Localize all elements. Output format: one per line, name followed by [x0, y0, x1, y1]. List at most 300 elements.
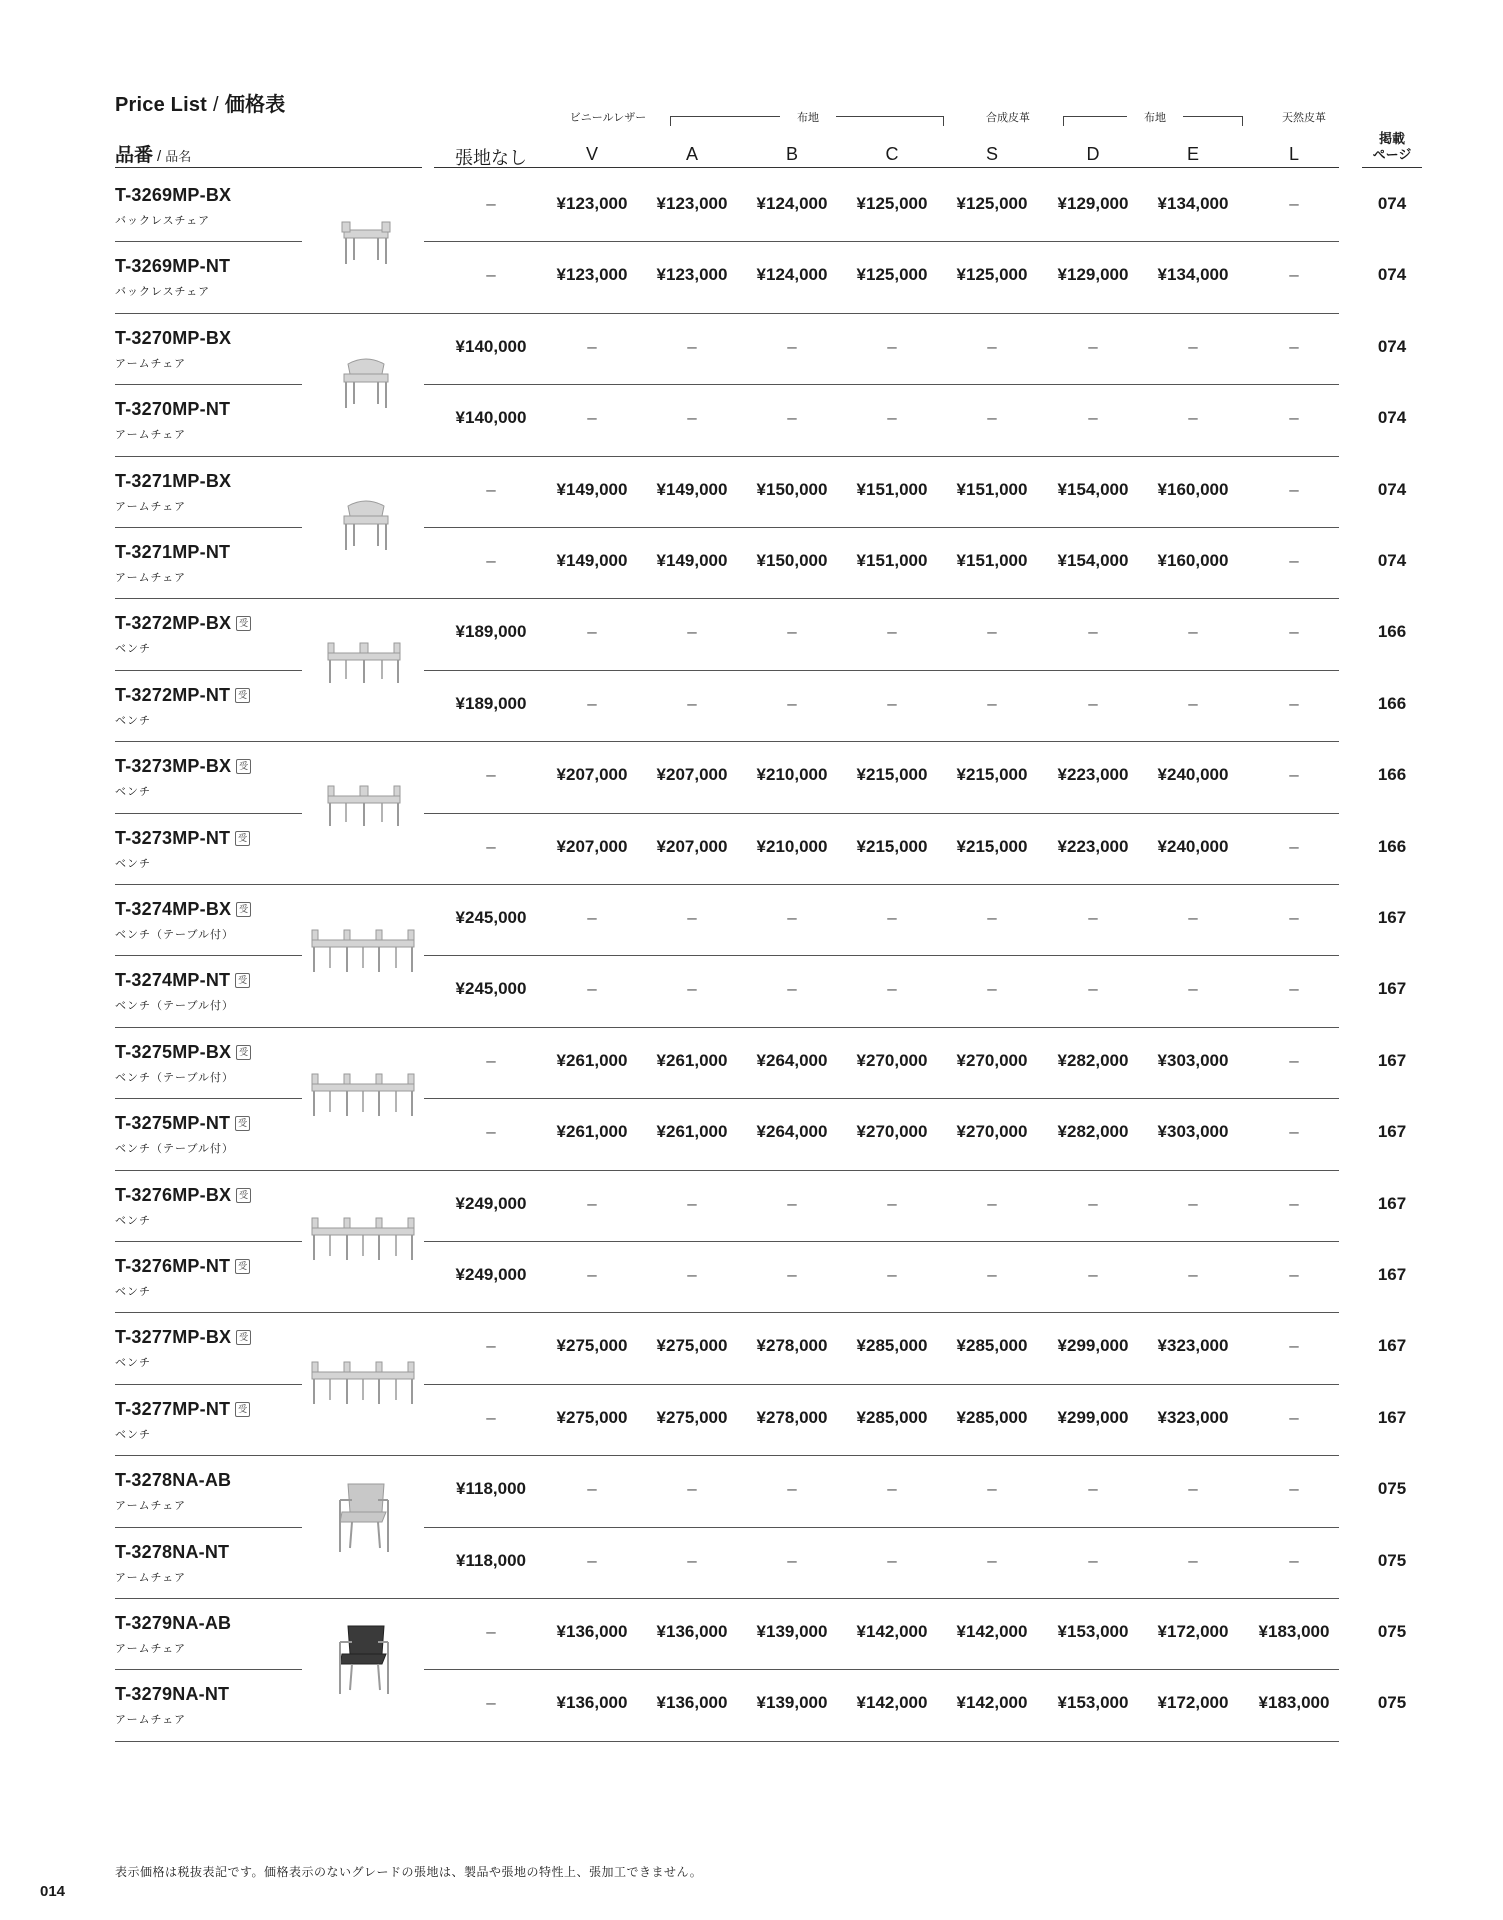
- price-cell: ¥172,000: [1157, 1622, 1229, 1641]
- price-cell: ¥275,000: [656, 1336, 728, 1356]
- price-cell: –: [587, 979, 597, 999]
- price-cell: ¥189,000: [455, 693, 527, 713]
- price-cell: –: [987, 979, 997, 999]
- page-ref: 075: [1377, 1550, 1407, 1570]
- price-cell: ¥215,000: [856, 836, 928, 856]
- price-cell: ¥125,000: [856, 265, 928, 285]
- price-cell: –: [787, 1193, 797, 1213]
- price-cell: –: [1289, 1050, 1299, 1070]
- group-divider: [115, 741, 1339, 742]
- price-cell: –: [1188, 622, 1198, 642]
- price-cell: –: [887, 1479, 897, 1499]
- price-cell: –: [1088, 979, 1098, 999]
- product-code: T-3276MP-BX 受: [115, 1185, 251, 1206]
- product-code: T-3276MP-NT 受: [115, 1256, 250, 1277]
- price-cell: –: [887, 622, 897, 642]
- price-cell: ¥172,000: [1157, 1693, 1229, 1713]
- group-label-fabric-1: 布地: [780, 109, 836, 125]
- price-cell: ¥125,000: [956, 265, 1028, 285]
- product-name: ベンチ（テーブル付）: [115, 1143, 235, 1156]
- row-divider: [115, 955, 302, 956]
- page-ref: 075: [1377, 1479, 1407, 1499]
- price-cell: ¥245,000: [455, 908, 527, 927]
- row-divider: [115, 384, 302, 385]
- product-image-stack-arm-chair-dark: [332, 1620, 396, 1701]
- price-cell: –: [486, 836, 496, 856]
- product-name: アームチェア: [115, 572, 187, 584]
- price-cell: –: [987, 693, 997, 713]
- row-divider: [424, 384, 1339, 385]
- product-name: アームチェア: [115, 1714, 187, 1727]
- product-name: ベンチ: [115, 1428, 151, 1441]
- product-code: T-3269MP-NT: [115, 256, 231, 277]
- price-cell: ¥261,000: [656, 1050, 728, 1070]
- product-name: アームチェア: [115, 1643, 187, 1655]
- price-cell: ¥149,000: [656, 479, 728, 499]
- price-cell: ¥149,000: [556, 479, 628, 499]
- price-cell: ¥215,000: [856, 765, 928, 785]
- group-divider: [115, 884, 1339, 885]
- column-header: S: [985, 144, 998, 164]
- price-cell: ¥151,000: [956, 479, 1028, 499]
- price-cell: –: [1188, 979, 1198, 999]
- price-cell: ¥136,000: [656, 1622, 728, 1641]
- price-cell: ¥303,000: [1157, 1050, 1229, 1070]
- price-cell: ¥136,000: [656, 1693, 728, 1713]
- price-cell: ¥129,000: [1057, 265, 1129, 285]
- page-ref-header: 掲載 ページ: [1372, 131, 1412, 162]
- product-code: T-3270MP-BX: [115, 327, 232, 348]
- price-cell: –: [1088, 1479, 1098, 1499]
- price-cell: –: [1088, 693, 1098, 713]
- price-cell: –: [1289, 551, 1299, 570]
- price-cell: ¥207,000: [656, 836, 728, 856]
- price-cell: –: [1289, 336, 1299, 356]
- page-ref: 074: [1377, 408, 1407, 428]
- price-cell: ¥154,000: [1057, 551, 1129, 570]
- product-code: T-3272MP-BX 受: [115, 613, 251, 634]
- price-cell: –: [987, 408, 997, 428]
- price-cell: –: [1289, 622, 1299, 642]
- price-cell: ¥285,000: [956, 1407, 1028, 1427]
- price-cell: –: [1289, 1122, 1299, 1142]
- page-ref: 167: [1377, 908, 1407, 927]
- price-cell: ¥285,000: [856, 1336, 928, 1356]
- row-divider: [424, 1527, 1339, 1528]
- row-divider: [424, 1669, 1339, 1670]
- column-header: A: [685, 144, 698, 164]
- price-cell: –: [1188, 1193, 1198, 1213]
- price-cell: –: [787, 336, 797, 356]
- product-code: T-3277MP-BX 受: [115, 1327, 251, 1348]
- price-cell: ¥151,000: [856, 551, 928, 570]
- price-cell: –: [587, 1193, 597, 1213]
- page-ref: 167: [1377, 1122, 1407, 1142]
- price-cell: –: [987, 908, 997, 927]
- price-cell: ¥207,000: [556, 765, 628, 785]
- price-cell: –: [1289, 1193, 1299, 1213]
- price-cell: –: [587, 693, 597, 713]
- row-divider: [424, 813, 1339, 814]
- group-label-vinyl: ビニールレザー: [555, 109, 661, 125]
- price-cell: –: [687, 1479, 697, 1499]
- price-cell: –: [787, 693, 797, 713]
- made-to-order-badge: 受: [236, 616, 251, 631]
- product-name: アームチェア: [115, 429, 187, 442]
- price-cell: ¥215,000: [956, 836, 1028, 856]
- product-name: ベンチ（テーブル付）: [115, 1071, 235, 1084]
- page-ref: 074: [1377, 194, 1407, 213]
- price-cell: ¥275,000: [556, 1407, 628, 1427]
- price-cell: –: [1289, 408, 1299, 428]
- group-divider: [115, 313, 1339, 314]
- price-cell: –: [887, 979, 897, 999]
- page-ref: 074: [1377, 336, 1407, 356]
- price-cell: ¥249,000: [455, 1265, 527, 1284]
- price-cell: ¥125,000: [856, 194, 928, 213]
- product-name: ベンチ（テーブル付）: [115, 929, 235, 941]
- price-cell: –: [687, 979, 697, 999]
- price-cell: ¥183,000: [1258, 1693, 1330, 1713]
- price-cell: ¥240,000: [1157, 765, 1229, 785]
- price-cell: –: [486, 1050, 496, 1070]
- header-rule-left: [115, 167, 422, 168]
- product-code: T-3275MP-BX 受: [115, 1042, 251, 1063]
- page-ref: 167: [1377, 1050, 1407, 1070]
- price-cell: ¥149,000: [656, 551, 728, 570]
- price-cell: ¥282,000: [1057, 1122, 1129, 1142]
- price-cell: ¥323,000: [1157, 1407, 1229, 1427]
- price-cell: –: [987, 1265, 997, 1284]
- column-header: D: [1086, 144, 1100, 164]
- price-cell: ¥129,000: [1057, 194, 1129, 213]
- row-divider: [424, 670, 1339, 671]
- row-divider: [424, 527, 1339, 528]
- row-divider: [115, 527, 302, 528]
- product-image-arm-chair: [336, 492, 396, 557]
- price-cell: ¥261,000: [556, 1122, 628, 1142]
- price-cell: –: [486, 765, 496, 785]
- column-header: V: [585, 144, 598, 164]
- product-name: ベンチ: [115, 1214, 151, 1227]
- price-cell: ¥245,000: [455, 979, 527, 999]
- row-divider: [424, 1098, 1339, 1099]
- column-header: 張地なし: [455, 148, 527, 168]
- product-code: T-3277MP-NT 受: [115, 1399, 250, 1420]
- footnote: 表示価格は税抜表記です。価格表示のないグレードの張地は、製品や張地の特性上、張加工できません。: [115, 1865, 703, 1879]
- product-image-stack-arm-chair-light: [332, 1478, 396, 1559]
- product-image-bench-2: [322, 778, 406, 833]
- price-cell: ¥299,000: [1057, 1407, 1129, 1427]
- row-divider: [424, 955, 1339, 956]
- price-cell: –: [1289, 908, 1299, 927]
- product-name: バックレスチェア: [115, 215, 211, 227]
- price-cell: –: [1088, 1193, 1098, 1213]
- product-code: T-3279NA-AB: [115, 1613, 232, 1633]
- product-code: T-3272MP-NT 受: [115, 685, 250, 706]
- price-cell: –: [1188, 1550, 1198, 1570]
- price-cell: –: [1188, 336, 1198, 356]
- price-cell: –: [1289, 693, 1299, 713]
- row-divider: [115, 813, 302, 814]
- product-code: T-3269MP-BX: [115, 185, 232, 205]
- price-cell: ¥261,000: [656, 1122, 728, 1142]
- group-divider: [115, 1741, 1339, 1742]
- price-cell: –: [486, 551, 496, 570]
- price-cell: –: [1088, 622, 1098, 642]
- price-cell: ¥189,000: [455, 622, 527, 642]
- row-divider: [115, 241, 302, 242]
- price-cell: ¥210,000: [756, 765, 828, 785]
- page-ref: 074: [1377, 265, 1407, 285]
- price-cell: ¥285,000: [856, 1407, 928, 1427]
- product-image-backless-chair: [336, 208, 396, 273]
- price-cell: ¥240,000: [1157, 836, 1229, 856]
- price-cell: –: [1188, 908, 1198, 927]
- price-cell: –: [1188, 693, 1198, 713]
- price-cell: –: [587, 408, 597, 428]
- price-cell: ¥183,000: [1258, 1622, 1330, 1641]
- price-cell: ¥270,000: [956, 1050, 1028, 1070]
- price-cell: –: [1289, 194, 1299, 213]
- price-cell: ¥142,000: [856, 1622, 928, 1641]
- price-cell: –: [787, 1550, 797, 1570]
- group-label-synthetic-leather: 合成皮革: [955, 109, 1061, 125]
- price-cell: ¥151,000: [956, 551, 1028, 570]
- header-rule-middle: [434, 167, 1339, 168]
- column-header: L: [1288, 144, 1299, 164]
- group-divider: [115, 1027, 1339, 1028]
- price-cell: ¥151,000: [856, 479, 928, 499]
- price-cell: –: [1289, 765, 1299, 785]
- made-to-order-badge: 受: [235, 973, 250, 988]
- product-code: T-3271MP-NT: [115, 542, 231, 562]
- price-cell: ¥210,000: [756, 836, 828, 856]
- product-code: T-3270MP-NT: [115, 399, 231, 420]
- price-cell: –: [687, 622, 697, 642]
- price-cell: ¥150,000: [756, 479, 828, 499]
- price-cell: ¥275,000: [656, 1407, 728, 1427]
- column-header: E: [1186, 144, 1199, 164]
- price-cell: –: [887, 336, 897, 356]
- product-code: T-3278NA-NT: [115, 1541, 230, 1562]
- price-cell: ¥123,000: [656, 194, 728, 213]
- price-cell: –: [486, 194, 496, 213]
- price-cell: –: [1088, 408, 1098, 428]
- row-divider: [424, 1241, 1339, 1242]
- price-cell: –: [787, 979, 797, 999]
- price-cell: –: [687, 908, 697, 927]
- price-cell: ¥223,000: [1057, 836, 1129, 856]
- row-divider: [115, 1527, 302, 1528]
- price-cell: –: [1289, 265, 1299, 285]
- made-to-order-badge: 受: [235, 831, 250, 846]
- page-ref: 075: [1377, 1693, 1407, 1713]
- price-cell: –: [787, 1479, 797, 1499]
- page-title: Price List / 価格表: [115, 94, 286, 116]
- product-name: アームチェア: [115, 1571, 187, 1584]
- price-cell: –: [887, 1193, 897, 1213]
- price-cell: –: [987, 336, 997, 356]
- price-cell: –: [1289, 1550, 1299, 1570]
- product-name: アームチェア: [115, 1500, 187, 1513]
- price-cell: –: [1188, 1265, 1198, 1284]
- price-cell: –: [486, 479, 496, 499]
- price-cell: ¥124,000: [756, 265, 828, 285]
- price-cell: ¥150,000: [756, 551, 828, 570]
- product-name: ベンチ: [115, 786, 151, 799]
- product-code: T-3274MP-NT 受: [115, 970, 250, 991]
- price-cell: –: [787, 908, 797, 927]
- price-cell: –: [486, 1407, 496, 1427]
- product-name: ベンチ: [115, 643, 151, 656]
- price-cell: –: [486, 1622, 496, 1641]
- product-name: ベンチ: [115, 714, 151, 727]
- row-divider: [424, 1384, 1339, 1385]
- product-image-bench-3: [308, 1354, 418, 1411]
- price-cell: –: [1289, 1479, 1299, 1499]
- price-cell: ¥303,000: [1157, 1122, 1229, 1142]
- price-cell: ¥249,000: [455, 1193, 527, 1213]
- price-cell: –: [987, 1550, 997, 1570]
- product-name: バックレスチェア: [115, 286, 211, 299]
- page-ref: 166: [1377, 765, 1407, 785]
- price-cell: –: [887, 1550, 897, 1570]
- group-divider: [115, 1455, 1339, 1456]
- price-cell: ¥207,000: [656, 765, 728, 785]
- price-cell: ¥123,000: [556, 265, 628, 285]
- page-number: 014: [40, 1883, 66, 1900]
- header-rule-right: [1362, 167, 1422, 168]
- price-cell: ¥270,000: [956, 1122, 1028, 1142]
- page-ref: 074: [1377, 479, 1407, 499]
- price-cell: ¥278,000: [756, 1336, 828, 1356]
- product-code: T-3278NA-AB: [115, 1470, 232, 1491]
- price-cell: –: [587, 622, 597, 642]
- group-divider: [115, 598, 1339, 599]
- page-ref: 167: [1377, 1336, 1407, 1356]
- price-cell: ¥323,000: [1157, 1336, 1229, 1356]
- product-code: T-3279NA-NT: [115, 1684, 230, 1705]
- made-to-order-badge: 受: [235, 1116, 250, 1131]
- product-image-bench-3-table: [308, 1066, 418, 1123]
- price-cell: ¥160,000: [1157, 479, 1229, 499]
- product-image-bench-3-table: [308, 922, 418, 979]
- price-cell: –: [887, 1265, 897, 1284]
- product-name: アームチェア: [115, 357, 187, 370]
- price-cell: –: [987, 1479, 997, 1499]
- price-cell: ¥123,000: [656, 265, 728, 285]
- made-to-order-badge: 受: [236, 902, 251, 917]
- price-cell: –: [987, 1193, 997, 1213]
- made-to-order-badge: 受: [236, 759, 251, 774]
- price-cell: ¥270,000: [856, 1122, 928, 1142]
- page-ref: 167: [1377, 1407, 1407, 1427]
- price-cell: –: [687, 1193, 697, 1213]
- price-cell: –: [486, 1693, 496, 1713]
- product-image-bench-2: [322, 635, 406, 690]
- price-cell: –: [687, 693, 697, 713]
- price-cell: –: [1188, 1479, 1198, 1499]
- page-ref: 167: [1377, 1193, 1407, 1213]
- price-cell: ¥149,000: [556, 551, 628, 570]
- page-ref: 074: [1377, 551, 1407, 570]
- price-cell: –: [486, 265, 496, 285]
- price-cell: ¥118,000: [456, 1479, 526, 1499]
- price-cell: –: [1289, 479, 1299, 499]
- price-cell: ¥278,000: [756, 1407, 828, 1427]
- price-cell: ¥118,000: [456, 1550, 526, 1570]
- group-divider: [115, 1170, 1339, 1171]
- page-ref: 167: [1377, 979, 1407, 999]
- price-cell: ¥223,000: [1057, 765, 1129, 785]
- row-divider: [115, 1098, 302, 1099]
- price-cell: ¥125,000: [956, 194, 1028, 213]
- group-label-fabric-2: 布地: [1127, 109, 1183, 125]
- price-cell: –: [787, 1265, 797, 1284]
- price-cell: –: [1289, 1336, 1299, 1356]
- price-cell: ¥153,000: [1057, 1693, 1129, 1713]
- product-image-arm-chair: [336, 350, 396, 415]
- price-cell: –: [687, 408, 697, 428]
- price-cell: ¥134,000: [1157, 265, 1229, 285]
- product-code: T-3274MP-BX 受: [115, 899, 251, 920]
- price-cell: –: [1088, 336, 1098, 356]
- price-cell: –: [787, 622, 797, 642]
- price-cell: –: [1289, 836, 1299, 856]
- made-to-order-badge: 受: [236, 1045, 251, 1060]
- price-cell: ¥124,000: [756, 194, 828, 213]
- price-cell: ¥142,000: [956, 1693, 1028, 1713]
- price-cell: ¥270,000: [856, 1050, 928, 1070]
- price-cell: –: [887, 908, 897, 927]
- made-to-order-badge: 受: [235, 1402, 250, 1417]
- product-image-bench-3: [308, 1210, 418, 1267]
- price-cell: ¥264,000: [756, 1122, 828, 1142]
- group-label-genuine-leather: 天然皮革: [1251, 109, 1357, 125]
- price-cell: ¥134,000: [1157, 194, 1229, 213]
- page-ref: 166: [1377, 836, 1407, 856]
- price-cell: ¥207,000: [556, 836, 628, 856]
- price-cell: –: [1088, 908, 1098, 927]
- product-name: ベンチ: [115, 1357, 151, 1370]
- price-cell: ¥160,000: [1157, 551, 1229, 570]
- price-cell: –: [887, 408, 897, 428]
- price-cell: ¥142,000: [856, 1693, 928, 1713]
- product-name: アームチェア: [115, 500, 187, 513]
- price-cell: –: [587, 908, 597, 927]
- price-cell: ¥275,000: [556, 1336, 628, 1356]
- price-cell: –: [687, 1265, 697, 1284]
- price-cell: –: [1088, 1265, 1098, 1284]
- price-cell: –: [787, 408, 797, 428]
- made-to-order-badge: 受: [236, 1330, 251, 1345]
- price-cell: ¥264,000: [756, 1050, 828, 1070]
- product-name: ベンチ: [115, 1286, 151, 1298]
- price-cell: ¥299,000: [1057, 1336, 1129, 1356]
- price-cell: –: [486, 1336, 496, 1356]
- price-cell: –: [887, 693, 897, 713]
- code-name-header: 品番 / 品名: [115, 145, 192, 166]
- group-divider: [115, 1598, 1339, 1599]
- price-cell: –: [486, 1122, 496, 1142]
- price-cell: –: [587, 1265, 597, 1284]
- product-name: ベンチ（テーブル付）: [115, 1000, 235, 1013]
- price-cell: ¥261,000: [556, 1050, 628, 1070]
- price-cell: –: [687, 1550, 697, 1570]
- price-cell: –: [587, 336, 597, 356]
- row-divider: [115, 670, 302, 671]
